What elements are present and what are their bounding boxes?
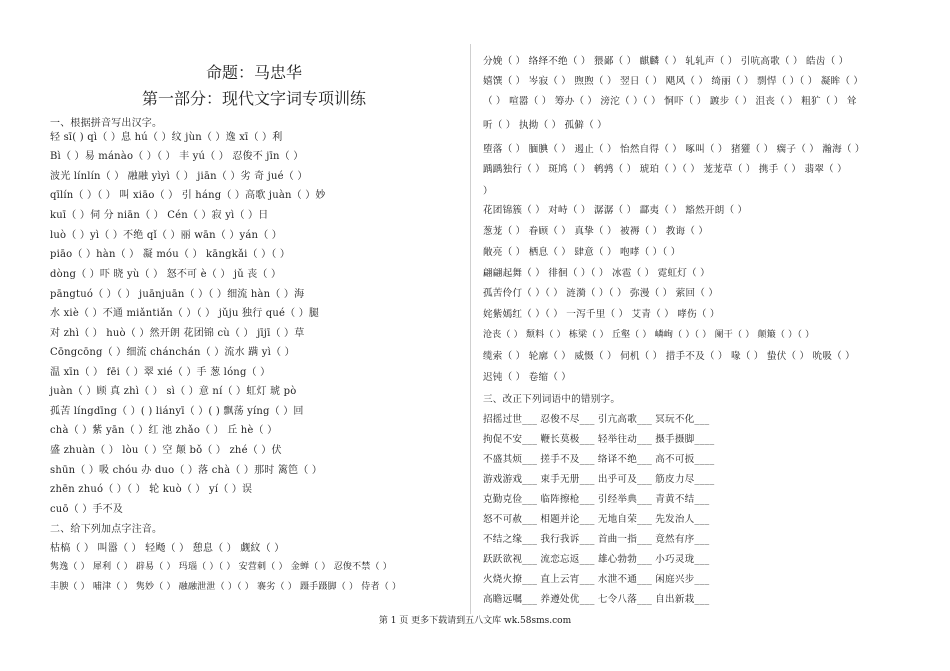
pinyin-line: piāo（ ）hàn（ ） 凝 móu（ ） kāngkǎi（ ）（ ）: [50, 249, 291, 260]
zhuyin-line: 嬉馔（ ） 岑寂（ ） 煦煦（ ） 翌日（ ） 飓风（ ） 绮丽（ ） 剽悍（ ）（ ） 凝眸（ ）: [483, 76, 864, 87]
correction-line: 不盛其烦___ 搓手不及___ 络译不绝___ 高不可扳____: [483, 454, 715, 465]
correction-line: 火烧火撩___ 直上云宵___ 水泄不通___ 闲庭兴步___: [483, 574, 710, 585]
zhuyin-line: 缆索（ ） 轮廓（ ） 威慑（ ） 伺机（ ） 措手不及（ ） 喙（ ） 蛰伏（ ） 吮吸（ ）: [483, 351, 855, 362]
pinyin-line: qīlín（ ）（ ） 叫 xiāo（ ） 引 háng（ ）高歌 juàn（ ）妙: [50, 190, 326, 201]
section1-heading: 一、根据拼音写出汉字。: [50, 118, 163, 129]
pinyin-line: kuī（ ）伺 分 niān（ ） Cén（ ）寂 yì（ ）日: [50, 210, 269, 221]
pinyin-line: dòng（ ）吓 晓 yù（ ） 怒不可 è（ ） jǔ 丧（ ）: [50, 269, 282, 280]
zhuyin-line: 花团锦簇（ ） 对峙（ ） 潺潺（ ） 酃夷（ ） 豁然开朗（ ）: [483, 205, 748, 216]
zhuyin-line: 隽逸（ ） 犀利（ ） 辟易（ ） 玛瑙（ ）（ ） 安营刺（ ） 金蝉（ ） 忍俊不禁（ ）: [50, 562, 392, 572]
pinyin-line: juàn（ ）顾 真 zhì（ ） sì（ ）意 ní（ ）虹灯 琥 pò: [50, 386, 297, 397]
part-title: 第一部分：现代文字词专项训练: [141, 89, 366, 108]
correction-line: 拘促不安___ 鞭长莫极___ 轻举往动___ 摄手摄脚____: [483, 434, 715, 445]
zhuyin-line: 姹紫嫣红（ ）（ ） 一泻千里（ ） 艾青（ ） 哮伤（ ）: [483, 309, 720, 320]
correction-line: 不结之缘___ 我行我诉___ 首曲一指___ 竟然有序___: [483, 534, 710, 545]
correction-line: 游戏游戏___ 束手无册___ 出乎可及___ 筋皮力尽____: [483, 474, 715, 485]
zhuyin-line: 听（ ） 执拗（ ） 孤僻（ ）: [483, 120, 607, 131]
zhuyin-line: （ ） 喧嚣（ ） 筹办（ ） 滂沱（ ）（ ） 恫吓（ ） 踱步（ ） 沮丧（ ） 粗犷（ ） 耸: [483, 96, 857, 107]
pinyin-line: luò（ ）yì（ ）不绝 qǐ（ ）丽 wān（ ）yán（ ）: [50, 230, 282, 241]
correction-line: 招摇过世___ 忍俊不尽___ 引亢高歌___ 冥玩不化___: [483, 414, 710, 425]
pinyin-line: pāngtuó（ ）（ ） juānjuān（ ）（ ）细流 hàn（ ）海: [50, 289, 305, 300]
correction-line: 跃跃欲视___ 流恋忘返___ 雄心勃勃___ 小巧灵珑___: [483, 554, 710, 565]
zhuyin-line: ）: [483, 186, 493, 197]
pinyin-line: 轻 sī( ) qì（ ）息 hú（ ）纹 jùn（ ）逸 xī（ ）利: [50, 132, 283, 143]
author-line: 命题：马忠华: [205, 63, 302, 82]
zhuyin-line: 枯槁（ ） 叫嚣（ ） 轻飏（ ） 憩息（ ） 觑紋（ ）: [50, 543, 285, 554]
section3-heading: 三、改正下列词语中的错别字。: [483, 394, 621, 405]
pinyin-line: 盛 zhuàn（ ） lòu（ ）空 颠 bǒ（ ） zhé（ ）伏: [50, 445, 282, 456]
zhuyin-line: 葱茏（ ） 眷顾（ ） 真挚（ ） 被褥（ ） 教诲（ ）: [483, 226, 709, 237]
pinyin-line: Cōngcōng（ ）细流 chánchán（ ）流水 蹒 yì（ ）: [50, 347, 295, 358]
zhuyin-line: 孤苦伶仃（ ）（ ） 涟漪（ ）（ ） 弥漫（ ） 萦回（ ）: [483, 288, 719, 299]
correction-line: 怒不可赦___ 相题并论___ 无地自荣___ 先发治人___: [483, 514, 710, 525]
zhuyin-line: 分娩（ ） 络绎不绝（ ） 猥鄙（ ） 麒麟（ ） 轧轧声（ ） 引吭高歌（ ） 皓齿（ ）: [483, 56, 849, 67]
pinyin-line: 孤苦 língdīng（ ）( ) liányī（ ）( ) 飘荡 yíng（ ）回: [50, 406, 304, 417]
zhuyin-line: 迟钝（ ） 卷缩（ ）: [483, 372, 572, 383]
section2-heading: 二、给下列加点字注音。: [50, 524, 163, 535]
zhuyin-line: 沧丧（ ） 颓料（ ） 栋梁（ ） 丘壑（ ） 嶙峋（ ）（ ） 阑干（ ） 颠簸（ ）（ ）: [483, 330, 815, 340]
pinyin-line: 温 xīn（ ） fēi（ ）翠 xié（ ）手 葱 lóng（ ）: [50, 367, 271, 378]
pinyin-line: Bì（ ）易 mánào（ ）（ ） 丰 yú（ ） 忍俊不 jīn（ ）: [50, 151, 304, 162]
pinyin-line: chà（ ）紫 yān（ ）红 池 zhǎo（ ） 丘 hè（ ）: [50, 425, 278, 436]
page-footer: 第 1 页 更多下载请到五八文库 wk.58sms.com: [378, 616, 572, 626]
zhuyin-line: 踽踽独行（ ） 斑鸠（ ） 鹌鹑（ ） 琥珀（ ）（ ） 茏茏草（ ） 携手（ ） 翡翠（ ）: [483, 164, 847, 175]
pinyin-line: cuō（ ）手不及: [50, 504, 124, 515]
pinyin-line: shūn（ ）吸 chóu 办 duo（ ）落 chà（ ）那时 篱笆（ ）: [50, 465, 323, 476]
pinyin-line: zhēn zhuó（ ）（ ） 轮 kuò（ ） yí（ ）误: [50, 484, 253, 495]
pinyin-line: 对 zhì（ ） huò（ ）然开朗 花团锦 cù（ ） jījī（ ）草: [50, 328, 305, 339]
column-divider: [470, 44, 471, 614]
pinyin-line: 波光 línlín（ ） 融融 yìyì（ ） jiān（ ）劣 奇 jué（ ）: [50, 171, 308, 182]
zhuyin-line: 翩翩起舞（ ） 徘徊（ ）（ ） 冰雹（ ） 霓虹灯（ ）: [483, 268, 710, 279]
zhuyin-line: 堕落（ ） 腼腆（ ） 遏止（ ） 怡然自得（ ） 啄叫（ ） 猪獾（ ） 瘸子（ ） 瀚海（ ）: [483, 144, 865, 155]
zhuyin-line: 敞亮（ ） 栖息（ ） 肆意（ ） 咆哮（ ）（ ）: [483, 247, 681, 258]
correction-line: 高瞻远嘱___ 养遵处优___ 七令八落___ 自出新栽___: [483, 594, 710, 605]
correction-line: 克勤克俭___ 临阵擦枪___ 引经举典___ 青黄不结___: [483, 494, 710, 505]
pinyin-line: 水 xiè（ ）不通 miǎntiǎn（ ）（ ） jǔju 独行 qué（ ）腿: [50, 308, 320, 319]
zhuyin-line: 丰腴（ ） 哺津（ ） 隽妙（ ） 融融泄泄（ ）（ ） 褰劣（ ） 蹑手蹑脚（ ） 侍者（ ）: [50, 582, 402, 592]
